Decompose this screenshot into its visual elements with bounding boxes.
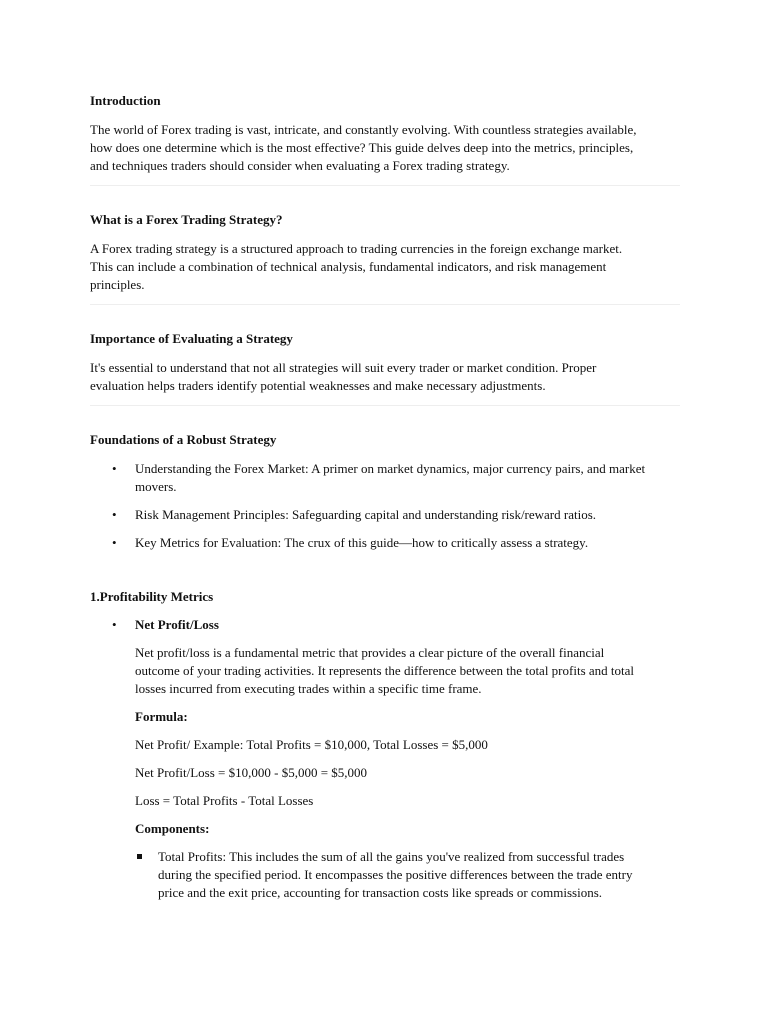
importance-heading: Importance of Evaluating a Strategy xyxy=(90,331,293,346)
document-page xyxy=(90,92,680,902)
list-item-text: Risk Management Principles: Safeguarding capital and understanding risk/reward ratios. xyxy=(135,507,597,522)
bullet-icon: • xyxy=(112,507,117,522)
component-line: Total Profits: This includes the sum of all the gains you've realized from successful trades xyxy=(158,849,625,864)
what-is-line: A Forex trading strategy is a structured approach to trading currencies in the foreign exchange market. xyxy=(90,241,623,256)
list-item xyxy=(90,534,680,552)
intro-line: how does one determine which is the most effective? This guide delves deep into the metrics, principles, xyxy=(90,140,634,155)
what-is-heading: What is a Forex Trading Strategy? xyxy=(90,212,283,227)
intro-line: The world of Forex trading is vast, intricate, and constantly evolving. With countless strategies available, xyxy=(90,122,637,137)
components-list xyxy=(135,848,680,902)
list-item xyxy=(90,460,680,496)
formula-line: Loss = Total Profits - Total Losses xyxy=(135,793,314,808)
list-item-text: Key Metrics for Evaluation: The crux of this guide—how to critically assess a strategy. xyxy=(135,535,589,550)
what-is-paragraph xyxy=(90,240,680,294)
net-profit-body xyxy=(90,644,680,902)
net-profit-description xyxy=(135,644,680,698)
what-is-line: principles. xyxy=(90,277,145,292)
list-item xyxy=(135,848,680,902)
net-profit-title: Net Profit/Loss xyxy=(135,617,219,632)
profitability-list xyxy=(90,616,680,634)
intro-line: and techniques traders should consider when evaluating a Forex trading strategy. xyxy=(90,158,510,173)
description-line: outcome of your trading activities. It represents the difference between the total profits and total xyxy=(135,663,635,678)
description-line: Net profit/loss is a fundamental metric that provides a clear picture of the overall financial xyxy=(135,645,605,660)
importance-line: evaluation helps traders identify potential weaknesses and make necessary adjustments. xyxy=(90,378,546,393)
profitability-heading: 1.Profitability Metrics xyxy=(90,589,214,604)
square-bullet-icon xyxy=(137,854,142,859)
list-item xyxy=(90,616,680,634)
foundations-list xyxy=(90,460,680,552)
bullet-icon: • xyxy=(112,461,117,476)
formula-line: Net Profit/ Example: Total Profits = $10,000, Total Losses = $5,000 xyxy=(135,737,488,752)
what-is-line: This can include a combination of technical analysis, fundamental indicators, and risk management xyxy=(90,259,607,274)
component-line: price and the exit price, accounting for transaction costs like spreads or commissions. xyxy=(158,885,603,900)
importance-line: It's essential to understand that not all strategies will suit every trader or market condition. Proper xyxy=(90,360,597,375)
formula-label: Formula: xyxy=(135,709,188,724)
bullet-icon: • xyxy=(112,617,117,632)
foundations-heading: Foundations of a Robust Strategy xyxy=(90,432,277,447)
components-label: Components: xyxy=(135,821,210,836)
intro-heading: Introduction xyxy=(90,93,161,108)
list-item xyxy=(90,506,680,524)
description-line: losses incurred from executing trades within a specific time frame. xyxy=(135,681,482,696)
bullet-icon: • xyxy=(112,535,117,550)
list-item-text: movers. xyxy=(135,479,177,494)
component-line: during the specified period. It encompasses the positive differences between the trade entry xyxy=(158,867,633,882)
intro-paragraph xyxy=(90,121,680,175)
list-item-text: Understanding the Forex Market: A primer on market dynamics, major currency pairs, and market xyxy=(135,461,646,476)
importance-paragraph xyxy=(90,359,680,395)
formula-line: Net Profit/Loss = $10,000 - $5,000 = $5,000 xyxy=(135,765,368,780)
